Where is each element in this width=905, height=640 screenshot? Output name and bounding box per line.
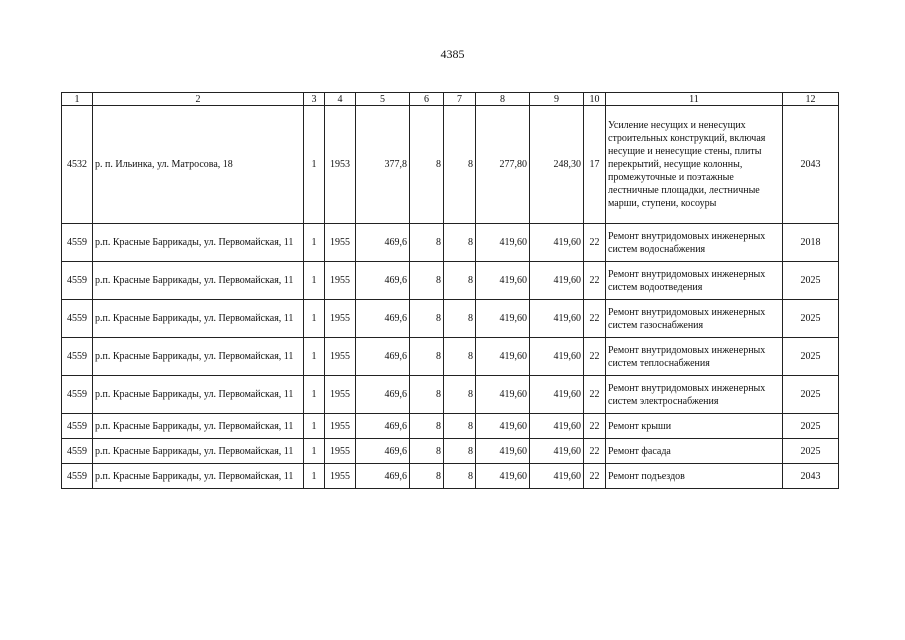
table-row: [62, 300, 839, 338]
col6-cell: 8: [410, 376, 444, 414]
year-built-cell: 1955: [325, 439, 356, 464]
work-type-cell: Ремонт крыши: [606, 414, 783, 439]
address-cell: р.п. Красные Баррикады, ул. Первомайская, 11: [93, 464, 304, 489]
year-built-cell: 1955: [325, 376, 356, 414]
table-row: [62, 464, 839, 489]
total-area-cell: 469,6: [356, 224, 410, 262]
record-id-cell: 4559: [62, 262, 93, 300]
col3-cell: 1: [304, 376, 325, 414]
col3-cell: 1: [304, 300, 325, 338]
column-header: 5: [356, 93, 410, 106]
work-type-cell: Ремонт внутридомовых инженерных систем электроснабжения: [606, 376, 783, 414]
col3-cell: 1: [304, 414, 325, 439]
col6-cell: 8: [410, 300, 444, 338]
column-header: 4: [325, 93, 356, 106]
col10-cell: 22: [584, 262, 606, 300]
col3-cell: 1: [304, 439, 325, 464]
col6-cell: 8: [410, 262, 444, 300]
column-number-row: [62, 93, 839, 106]
table-row: [62, 224, 839, 262]
year-built-cell: 1953: [325, 106, 356, 224]
col3-cell: 1: [304, 262, 325, 300]
year-built-cell: 1955: [325, 414, 356, 439]
col7-cell: 8: [444, 262, 476, 300]
planned-year-cell: 2025: [783, 414, 839, 439]
column-header: 11: [606, 93, 783, 106]
area-col9-cell: 419,60: [530, 262, 584, 300]
column-header: 9: [530, 93, 584, 106]
work-type-cell: Ремонт внутридомовых инженерных систем водоотведения: [606, 262, 783, 300]
year-built-cell: 1955: [325, 300, 356, 338]
record-id-cell: 4559: [62, 300, 93, 338]
col7-cell: 8: [444, 106, 476, 224]
planned-year-cell: 2025: [783, 262, 839, 300]
total-area-cell: 469,6: [356, 439, 410, 464]
planned-year-cell: 2025: [783, 376, 839, 414]
address-cell: р.п. Красные Баррикады, ул. Первомайская, 11: [93, 338, 304, 376]
col3-cell: 1: [304, 338, 325, 376]
work-type-cell: Усиление несущих и ненесущих строительных конструкций, включая несущие и ненесущие стены, плиты перекрытий, несущие колонны, промежуточные и поэтажные лестничные площадки, лестничные марши, ступени, косоуры: [606, 106, 783, 224]
address-cell: р.п. Красные Баррикады, ул. Первомайская, 11: [93, 300, 304, 338]
col3-cell: 1: [304, 464, 325, 489]
address-cell: р.п. Красные Баррикады, ул. Первомайская, 11: [93, 376, 304, 414]
column-header: 6: [410, 93, 444, 106]
work-type-cell: Ремонт внутридомовых инженерных систем газоснабжения: [606, 300, 783, 338]
col3-cell: 1: [304, 224, 325, 262]
total-area-cell: 469,6: [356, 262, 410, 300]
col6-cell: 8: [410, 464, 444, 489]
column-header: 10: [584, 93, 606, 106]
planned-year-cell: 2025: [783, 338, 839, 376]
total-area-cell: 377,8: [356, 106, 410, 224]
record-id-cell: 4559: [62, 338, 93, 376]
area-col9-cell: 419,60: [530, 439, 584, 464]
area-col8-cell: 419,60: [476, 376, 530, 414]
area-col8-cell: 419,60: [476, 224, 530, 262]
planned-year-cell: 2043: [783, 106, 839, 224]
planned-year-cell: 2025: [783, 300, 839, 338]
col7-cell: 8: [444, 338, 476, 376]
year-built-cell: 1955: [325, 338, 356, 376]
work-type-cell: Ремонт фасада: [606, 439, 783, 464]
planned-year-cell: 2043: [783, 464, 839, 489]
address-cell: р.п. Красные Баррикады, ул. Первомайская, 11: [93, 439, 304, 464]
area-col9-cell: 419,60: [530, 464, 584, 489]
col7-cell: 8: [444, 414, 476, 439]
address-cell: р.п. Красные Баррикады, ул. Первомайская, 11: [93, 414, 304, 439]
planned-year-cell: 2025: [783, 439, 839, 464]
col3-cell: 1: [304, 106, 325, 224]
year-built-cell: 1955: [325, 464, 356, 489]
area-col8-cell: 419,60: [476, 464, 530, 489]
col10-cell: 22: [584, 439, 606, 464]
col7-cell: 8: [444, 224, 476, 262]
page-number: 4385: [440, 47, 465, 61]
col6-cell: 8: [410, 224, 444, 262]
area-col9-cell: 419,60: [530, 376, 584, 414]
table-row: [62, 414, 839, 439]
area-col8-cell: 419,60: [476, 414, 530, 439]
area-col9-cell: 419,60: [530, 224, 584, 262]
area-col8-cell: 419,60: [476, 338, 530, 376]
column-header: 7: [444, 93, 476, 106]
record-id-cell: 4559: [62, 439, 93, 464]
address-cell: р. п. Ильинка, ул. Матросова, 18: [93, 106, 304, 224]
table-row: [62, 376, 839, 414]
col6-cell: 8: [410, 439, 444, 464]
area-col8-cell: 277,80: [476, 106, 530, 224]
table-row: [62, 262, 839, 300]
repair-program-table: [61, 92, 839, 489]
total-area-cell: 469,6: [356, 338, 410, 376]
table-row: [62, 338, 839, 376]
area-col9-cell: 419,60: [530, 300, 584, 338]
planned-year-cell: 2018: [783, 224, 839, 262]
column-header: 8: [476, 93, 530, 106]
col10-cell: 22: [584, 338, 606, 376]
col10-cell: 22: [584, 414, 606, 439]
col10-cell: 22: [584, 300, 606, 338]
col10-cell: 17: [584, 106, 606, 224]
col10-cell: 22: [584, 376, 606, 414]
year-built-cell: 1955: [325, 224, 356, 262]
column-header: 3: [304, 93, 325, 106]
record-id-cell: 4559: [62, 464, 93, 489]
record-id-cell: 4532: [62, 106, 93, 224]
total-area-cell: 469,6: [356, 464, 410, 489]
record-id-cell: 4559: [62, 224, 93, 262]
area-col8-cell: 419,60: [476, 262, 530, 300]
col10-cell: 22: [584, 464, 606, 489]
col7-cell: 8: [444, 464, 476, 489]
col7-cell: 8: [444, 376, 476, 414]
col7-cell: 8: [444, 300, 476, 338]
column-header: 12: [783, 93, 839, 106]
col6-cell: 8: [410, 338, 444, 376]
area-col9-cell: 419,60: [530, 414, 584, 439]
col10-cell: 22: [584, 224, 606, 262]
record-id-cell: 4559: [62, 376, 93, 414]
area-col9-cell: 419,60: [530, 338, 584, 376]
work-type-cell: Ремонт внутридомовых инженерных систем теплоснабжения: [606, 338, 783, 376]
work-type-cell: Ремонт подъездов: [606, 464, 783, 489]
table-row: [62, 106, 839, 224]
col7-cell: 8: [444, 439, 476, 464]
total-area-cell: 469,6: [356, 300, 410, 338]
address-cell: р.п. Красные Баррикады, ул. Первомайская, 11: [93, 262, 304, 300]
total-area-cell: 469,6: [356, 376, 410, 414]
column-header: 2: [93, 93, 304, 106]
area-col8-cell: 419,60: [476, 439, 530, 464]
record-id-cell: 4559: [62, 414, 93, 439]
address-cell: р.п. Красные Баррикады, ул. Первомайская, 11: [93, 224, 304, 262]
work-type-cell: Ремонт внутридомовых инженерных систем водоснабжения: [606, 224, 783, 262]
area-col9-cell: 248,30: [530, 106, 584, 224]
area-col8-cell: 419,60: [476, 300, 530, 338]
total-area-cell: 469,6: [356, 414, 410, 439]
col6-cell: 8: [410, 414, 444, 439]
year-built-cell: 1955: [325, 262, 356, 300]
column-header: 1: [62, 93, 93, 106]
col6-cell: 8: [410, 106, 444, 224]
table-row: [62, 439, 839, 464]
